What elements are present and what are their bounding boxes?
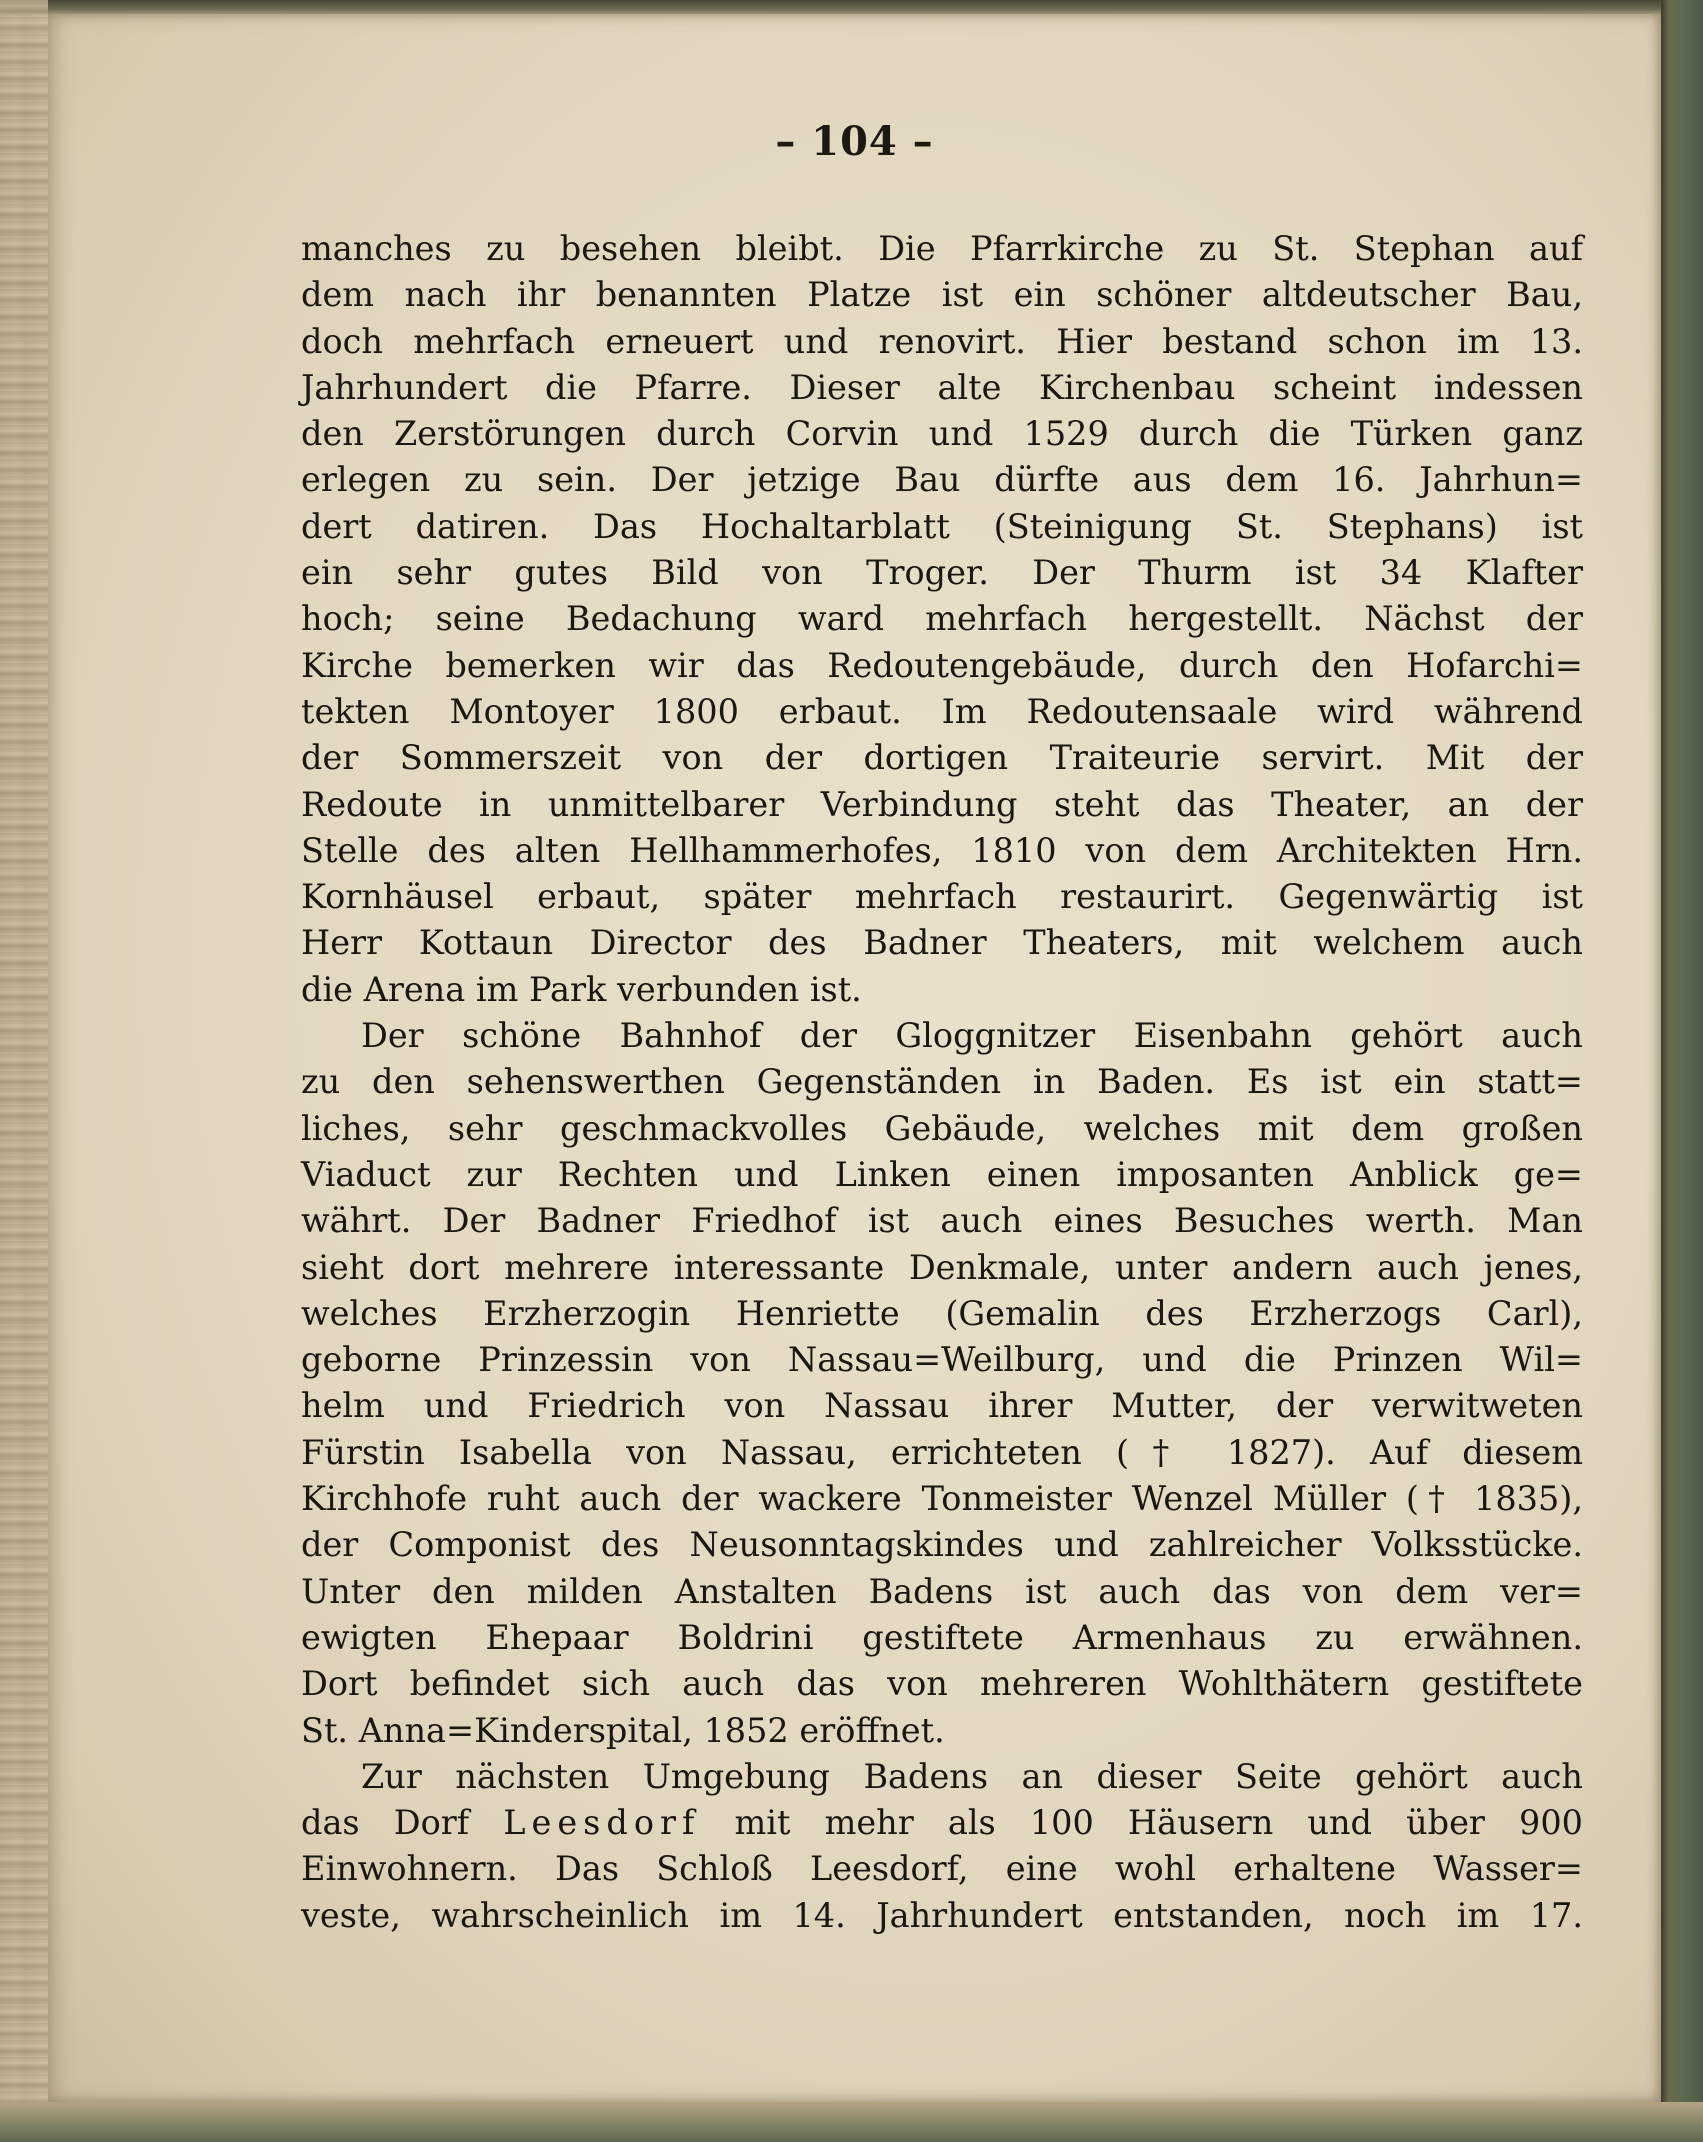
page-body-text [301,226,1583,1939]
page-number: – 104 – [775,118,934,165]
text-line: Kornhäusel erbaut, später mehrfach restaurirt. Gegenwärtig ist [301,877,1583,917]
text-line: Redoute in unmittelbarer Verbindung steht das Theater, an der [301,784,1583,824]
paragraph-end-line: die Arena im Park verbunden ist. [301,969,862,1009]
text-line: Herr Kottaun Director des Badner Theaters, mit welchem auch [301,923,1583,963]
text-line: tekten Montoyer 1800 erbaut. Im Redoutensaale wird während [301,691,1583,731]
text-line: dem nach ihr benannten Platze ist ein schöner altdeutscher Bau, [301,275,1583,315]
paragraph-start-line: Der schöne Bahnhof der Gloggnitzer Eisenbahn gehört auch [361,1016,1583,1056]
text-line: Stelle des alten Hellhammerhofes, 1810 von dem Architekten Hrn. [301,830,1583,870]
text-line: Viaduct zur Rechten und Linken einen imposanten Anblick ge= [301,1154,1583,1194]
text-line: Einwohnern. Das Schloß Leesdorf, eine wohl erhaltene Wasser= [301,1849,1583,1889]
text-line: währt. Der Badner Friedhof ist auch eines Besuches werth. Man [301,1201,1583,1241]
text-line: veste, wahrscheinlich im 14. Jahrhundert entstanden, noch im 17. [301,1895,1583,1935]
text-line: welches Erzherzogin Henriette (Gemalin des Erzherzogs Carl), [301,1293,1583,1333]
text-line: Fürstin Isabella von Nassau, errichteten († 1827). Auf diesem [301,1432,1583,1472]
text-line: geborne Prinzessin von Nassau=Weilburg, und die Prinzen Wil= [301,1340,1583,1380]
text-line: Jahrhundert die Pfarre. Dieser alte Kirchenbau scheint indessen [301,367,1583,407]
text-line: Kirchhofe ruht auch der wackere Tonmeister Wenzel Müller († 1835), [301,1479,1583,1519]
text-line: sieht dort mehrere interessante Denkmale, unter andern auch jenes, [301,1247,1583,1287]
spaced-place-name: Leesdorf [503,1803,701,1843]
text-line: hoch; seine Bedachung ward mehrfach hergestellt. Nächst der [301,599,1583,639]
text-line: Unter den milden Anstalten Badens ist auch das von dem ver= [301,1571,1583,1611]
book-cover-edge [1661,0,1703,2142]
text-line: den Zerstörungen durch Corvin und 1529 durch die Türken ganz [301,414,1583,454]
top-cover-edge [0,0,1703,14]
text-line: erlegen zu sein. Der jetzige Bau dürfte aus dem 16. Jahrhun= [301,460,1583,500]
text-line: Dort befindet sich auch das von mehreren Wohlthätern gestiftete [301,1664,1583,1704]
book-binding-edge [0,0,48,2142]
text-line: liches, sehr geschmackvolles Gebäude, welches mit dem großen [301,1108,1583,1148]
text-fragment: das Dorf [301,1803,470,1843]
text-line: manches zu besehen bleibt. Die Pfarrkirche zu St. Stephan auf [301,229,1583,268]
text-line: ewigten Ehepaar Boldrini gestiftete Armenhaus zu erwähnen. [301,1617,1583,1657]
book-page [48,14,1661,2102]
text-line: der Componist des Neusonntagskindes und zahlreicher Volksstücke. [301,1525,1583,1565]
paragraph-end-line: St. Anna=Kinderspital, 1852 eröffnet. [301,1710,945,1750]
paragraph-start-line: Zur nächsten Umgebung Badens an dieser Seite gehört auch [361,1756,1583,1796]
text-fragment: mit mehr als 100 Häusern und über 900 [734,1803,1583,1843]
text-line: Kirche bemerken wir das Redoutengebäude, durch den Hofarchi= [301,645,1583,685]
text-line: ein sehr gutes Bild von Troger. Der Thurm ist 34 Klafter [301,553,1583,593]
text-line: doch mehrfach erneuert und renovirt. Hier bestand schon im 13. [301,321,1583,361]
bottom-cover-edge [0,2102,1703,2142]
text-line: der Sommerszeit von der dortigen Traiteurie servirt. Mit der [301,738,1583,778]
text-line-with-spaced-name [301,1800,1583,1846]
text-line: dert datiren. Das Hochaltarblatt (Steinigung St. Stephans) ist [301,506,1583,546]
text-line: helm und Friedrich von Nassau ihrer Mutter, der verwitweten [301,1386,1583,1426]
text-line: zu den sehenswerthen Gegenständen in Baden. Es ist ein statt= [301,1062,1583,1102]
